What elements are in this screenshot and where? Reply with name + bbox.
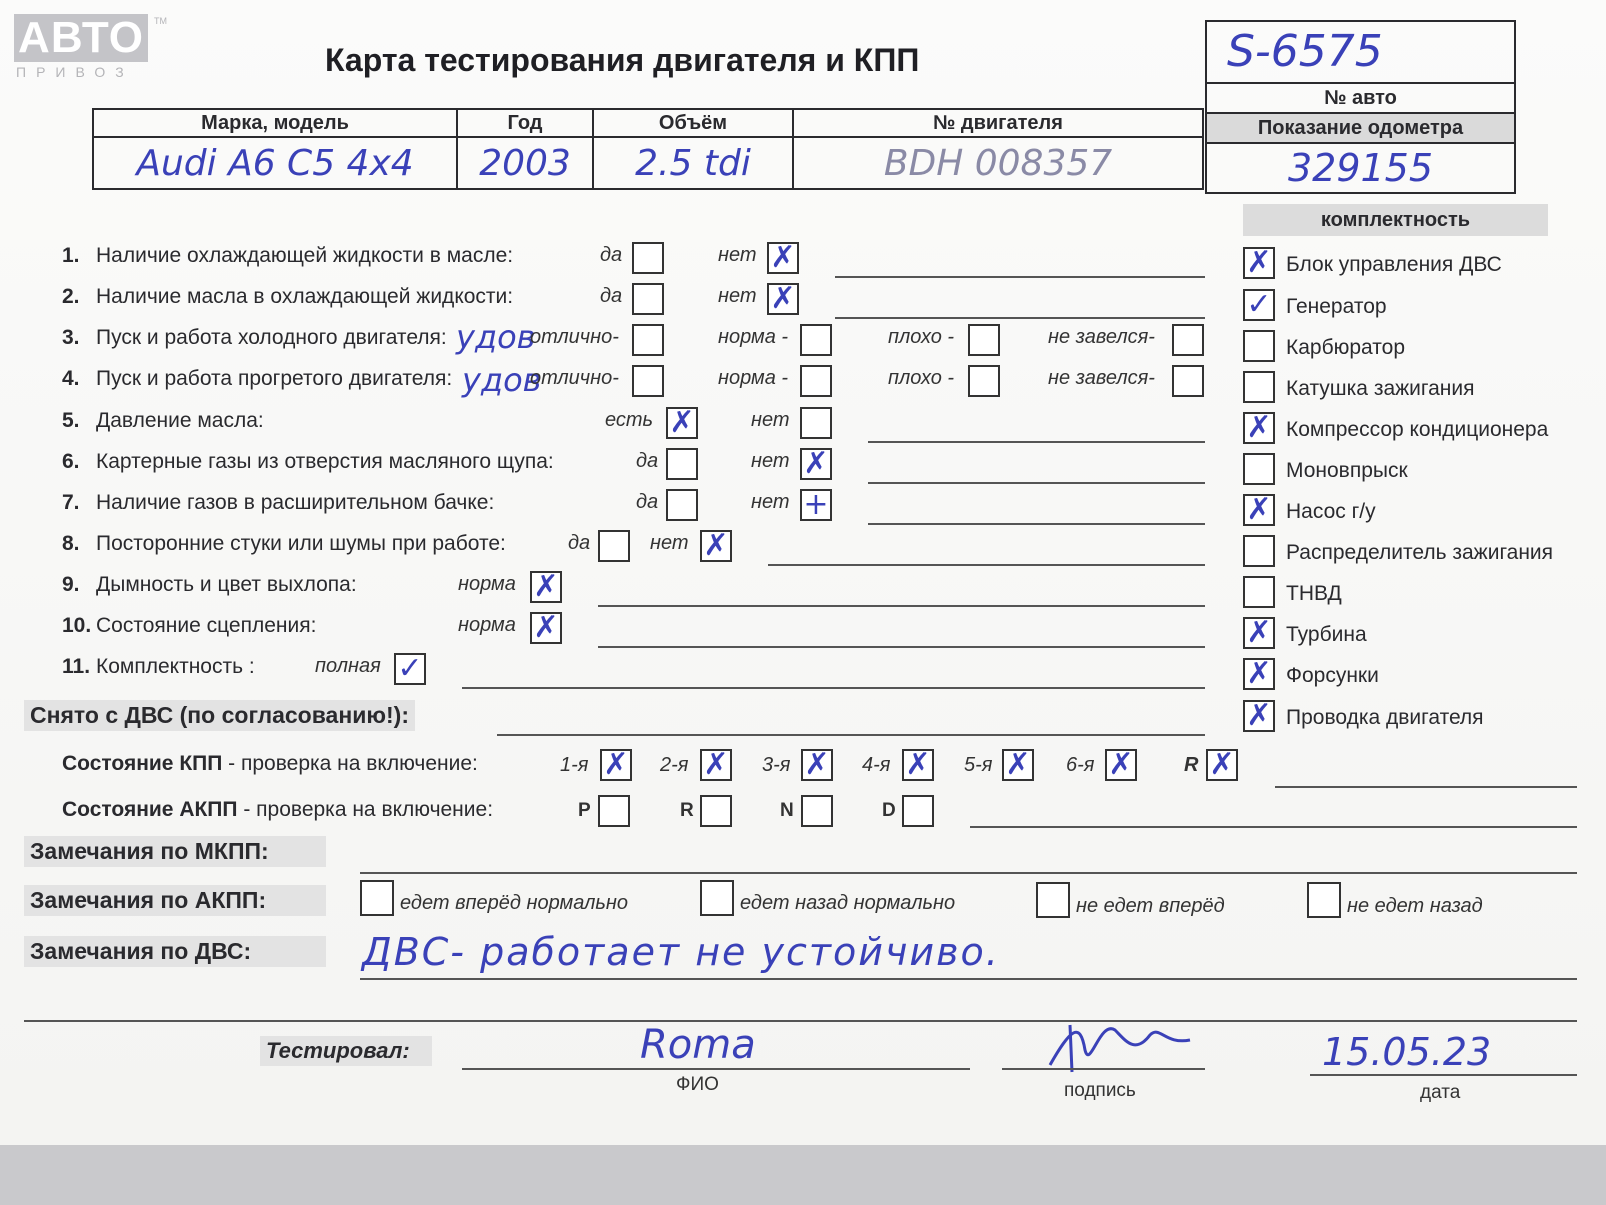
completeness-label: Турбина [1286, 623, 1367, 646]
checkbox[interactable]: + [800, 489, 832, 521]
note-line [598, 605, 1205, 607]
odometer-value: 329155 [1287, 146, 1434, 190]
checkbox[interactable]: ✗ [801, 749, 833, 781]
question-text: Наличие охлаждающей жидкости в масле: [96, 244, 514, 267]
completeness-item [1243, 617, 1603, 651]
completeness-item [1243, 330, 1603, 364]
vehicle-header-table [92, 108, 1204, 190]
option-label: отлично- [530, 326, 619, 348]
checkbox[interactable]: ✗ [767, 242, 799, 274]
date-value: 15.05.23 [1322, 1030, 1492, 1074]
question-text: Дымность и цвет выхлопа: [96, 573, 357, 596]
option-label: нет [718, 244, 757, 266]
completeness-item [1243, 700, 1603, 734]
completeness-item [1243, 658, 1603, 692]
question-number: 11. [62, 655, 91, 678]
signature-image [1040, 1010, 1210, 1085]
completeness-label: Насос г/у [1286, 500, 1376, 523]
gear-label: 3-я [762, 754, 791, 776]
auto-number-value: S-6575 [1207, 22, 1514, 84]
volume-value: 2.5 tdi [593, 137, 793, 189]
auto-info-box [1205, 20, 1516, 194]
odometer-label: Показание одометра [1207, 114, 1514, 144]
akpp-option-label: не едет вперёд [1076, 895, 1225, 917]
mode-label: P [578, 800, 591, 821]
note-line [497, 734, 1205, 736]
remarks-mkpp-label: Замечания по МКПП: [24, 836, 326, 867]
gear-label: R [1184, 754, 1199, 776]
checkbox[interactable]: ✗ [902, 749, 934, 781]
completeness-label: Катушка зажигания [1286, 377, 1475, 400]
note-line [835, 276, 1205, 278]
question-number: 2. [62, 285, 80, 308]
tested-by-label: Тестировал: [260, 1036, 432, 1066]
checkbox[interactable]: ✗ [1243, 658, 1275, 690]
engine-number-value: BDH 008357 [793, 137, 1203, 189]
option-label: да [636, 491, 659, 513]
checkbox[interactable] [1172, 365, 1204, 397]
logo-subtext: ПРИВОЗ [16, 64, 134, 80]
checkbox[interactable]: ✓ [394, 653, 426, 685]
option-label: плохо - [888, 367, 955, 389]
checkbox[interactable] [632, 324, 664, 356]
checkbox[interactable] [632, 365, 664, 397]
checkbox[interactable] [902, 795, 934, 827]
question-text: Пуск и работа холодного двигателя: [96, 326, 447, 349]
option-label: полная [315, 655, 381, 677]
option-label: нет [718, 285, 757, 307]
option-label: нет [751, 409, 790, 431]
checkbox[interactable]: ✗ [1105, 749, 1137, 781]
akpp-option-label: едет назад нормально [740, 892, 956, 914]
question-number: 4. [62, 367, 80, 390]
col-year: Год [457, 109, 593, 137]
checkbox[interactable]: ✗ [800, 448, 832, 480]
background-edge [0, 1145, 1606, 1205]
checkbox[interactable] [632, 242, 664, 274]
akpp-check-label [62, 798, 493, 822]
checkbox[interactable] [598, 530, 630, 562]
checkbox[interactable]: ✗ [1002, 749, 1034, 781]
completeness-item [1243, 371, 1603, 405]
checkbox[interactable] [1172, 324, 1204, 356]
question-number: 10. [62, 614, 92, 637]
option-label: норма [458, 573, 516, 595]
note-line [835, 317, 1205, 319]
logo-text: АВТО [14, 14, 148, 62]
question-number: 8. [62, 532, 80, 555]
checkbox[interactable] [632, 283, 664, 315]
completeness-label: Блок управления ДВС [1286, 253, 1502, 276]
gear-label: 2-я [660, 754, 689, 776]
option-label: есть [605, 409, 654, 431]
note-line [970, 826, 1577, 828]
note-line [360, 978, 1577, 980]
remarks-dvs-label: Замечания по ДВС: [24, 936, 326, 967]
question-number: 7. [62, 491, 80, 514]
year-value: 2003 [457, 137, 593, 189]
mode-label: D [882, 800, 896, 821]
mode-label: R [680, 800, 694, 821]
question-text: Наличие газов в расширительном бачке: [96, 491, 495, 514]
checkbox[interactable] [1243, 330, 1275, 362]
gear-label: 1-я [560, 754, 589, 776]
checkbox[interactable]: ✗ [1243, 412, 1275, 444]
checkbox[interactable] [700, 795, 732, 827]
option-label: норма - [718, 367, 789, 389]
kpp-label-rest: - проверка на включение: [222, 752, 478, 775]
make-model-value: Audi A6 C5 4x4 [93, 137, 457, 189]
completeness-label: Форсунки [1286, 664, 1379, 687]
checkbox[interactable]: ✗ [1243, 494, 1275, 526]
checkbox[interactable] [598, 795, 630, 827]
remarks-dvs-text: ДВС- работает не устойчиво. [362, 930, 1000, 974]
note-line [360, 872, 1577, 874]
akpp-option-label: едет вперёд нормально [400, 892, 629, 914]
checkbox[interactable] [800, 407, 832, 439]
question-number: 3. [62, 326, 80, 349]
kpp-label-bold: Состояние КПП [62, 752, 223, 775]
question-text: Наличие масла в охлаждающей жидкости: [96, 285, 514, 308]
checkbox[interactable]: ✗ [1206, 749, 1238, 781]
avto-privoz-logo [14, 13, 167, 84]
note-line [24, 1020, 1577, 1022]
checkbox[interactable] [801, 795, 833, 827]
checkbox[interactable]: ✗ [600, 749, 632, 781]
question-text: Состояние сцепления: [96, 614, 317, 637]
col-engine-number: № двигателя [793, 109, 1203, 137]
note-line [768, 564, 1205, 566]
completeness-label: ТНВД [1286, 582, 1342, 605]
option-label: плохо - [888, 326, 955, 348]
checkbox[interactable] [800, 365, 832, 397]
removed-parts-label: Снято с ДВС (по согласованию!): [24, 700, 415, 731]
signature-label: подпись [1064, 1080, 1136, 1101]
question-number: 5. [62, 409, 80, 432]
completeness-item [1243, 535, 1603, 569]
checkbox[interactable] [968, 365, 1000, 397]
fio-label: ФИО [676, 1074, 719, 1095]
note-line [598, 646, 1205, 648]
checkbox[interactable] [360, 880, 394, 916]
option-label: отлично- [530, 367, 619, 389]
option-label: не завелся- [1048, 326, 1155, 348]
checkbox[interactable] [800, 324, 832, 356]
gear-label: 6-я [1066, 754, 1095, 776]
completeness-item [1243, 247, 1603, 281]
signature-line [1002, 1068, 1205, 1070]
question-number: 1. [62, 244, 80, 267]
remarks-akpp-label: Замечания по АКПП: [24, 885, 326, 916]
akpp-label-rest: - проверка на включение: [237, 798, 494, 821]
checkbox[interactable]: ✓ [1243, 289, 1275, 321]
checkbox[interactable]: ✗ [530, 612, 562, 644]
checkbox[interactable] [666, 489, 698, 521]
fio-line [462, 1068, 970, 1070]
completeness-label: Проводка двигателя [1286, 706, 1484, 729]
checkbox[interactable]: ✗ [1243, 700, 1275, 732]
checkbox[interactable]: ✗ [530, 571, 562, 603]
checkbox[interactable] [666, 448, 698, 480]
akpp-option-label: не едет назад [1347, 895, 1483, 917]
checkbox[interactable] [700, 880, 734, 916]
checkbox[interactable]: ✗ [1243, 247, 1275, 279]
question-text: Картерные газы из отверстия масляного щупа: [96, 450, 554, 473]
option-label: да [600, 285, 623, 307]
option-label: нет [751, 450, 790, 472]
checkbox[interactable] [1243, 453, 1275, 485]
gear-label: 4-я [862, 754, 891, 776]
completeness-label: Карбюратор [1286, 336, 1406, 359]
checkbox[interactable] [1243, 576, 1275, 608]
completeness-item [1243, 289, 1603, 323]
note-line [462, 687, 1205, 689]
form-title: Карта тестирования двигателя и КПП [325, 42, 920, 78]
akpp-label-bold: Состояние АКПП [62, 798, 238, 821]
question-number: 9. [62, 573, 80, 596]
checkbox[interactable] [1243, 535, 1275, 567]
completeness-item [1243, 576, 1603, 610]
question-text: Пуск и работа прогретого двигателя: [96, 367, 453, 390]
logo-trademark: TM [154, 16, 167, 26]
mode-label: N [780, 800, 794, 821]
completeness-item [1243, 494, 1603, 528]
completeness-header: комплектность [1243, 204, 1548, 236]
note-line [868, 523, 1205, 525]
completeness-label: Генератор [1286, 295, 1387, 318]
note-line [868, 482, 1205, 484]
auto-number-label: № авто [1207, 84, 1514, 114]
completeness-label: Распределитель зажигания [1286, 541, 1554, 564]
checkbox[interactable]: ✗ [700, 749, 732, 781]
option-label: норма [458, 614, 516, 636]
question-text: Комплектность : [96, 655, 255, 678]
option-label: нет [751, 491, 790, 513]
handwritten-note: удов [456, 318, 536, 356]
note-line [868, 441, 1205, 443]
note-line [1275, 786, 1577, 788]
option-label: да [568, 532, 591, 554]
completeness-label: Компрессор кондиционера [1286, 418, 1549, 441]
checkbox[interactable] [1243, 371, 1275, 403]
handwritten-note: удов [462, 361, 542, 399]
option-label: не завелся- [1048, 367, 1155, 389]
option-label: нет [650, 532, 689, 554]
completeness-item [1243, 453, 1603, 487]
question-text: Давление масла: [96, 409, 264, 432]
checkbox[interactable]: ✗ [1243, 617, 1275, 649]
checkbox[interactable] [1036, 882, 1070, 918]
col-volume: Объём [593, 109, 793, 137]
date-line [1310, 1074, 1577, 1076]
checkbox[interactable]: ✗ [700, 530, 732, 562]
gear-label: 5-я [964, 754, 993, 776]
checkbox[interactable] [1307, 882, 1341, 918]
completeness-label: Моновпрыск [1286, 459, 1408, 482]
checkbox[interactable] [968, 324, 1000, 356]
question-number: 6. [62, 450, 80, 473]
checkbox[interactable]: ✗ [666, 407, 698, 439]
tester-name: Roma [640, 1022, 756, 1068]
option-label: да [600, 244, 623, 266]
option-label: норма - [718, 326, 789, 348]
kpp-check-label [62, 752, 478, 776]
completeness-item [1243, 412, 1603, 446]
col-make-model: Марка, модель [93, 109, 457, 137]
checkbox[interactable]: ✗ [767, 283, 799, 315]
option-label: да [636, 450, 659, 472]
question-text: Посторонние стуки или шумы при работе: [96, 532, 506, 555]
date-label: дата [1420, 1082, 1461, 1103]
